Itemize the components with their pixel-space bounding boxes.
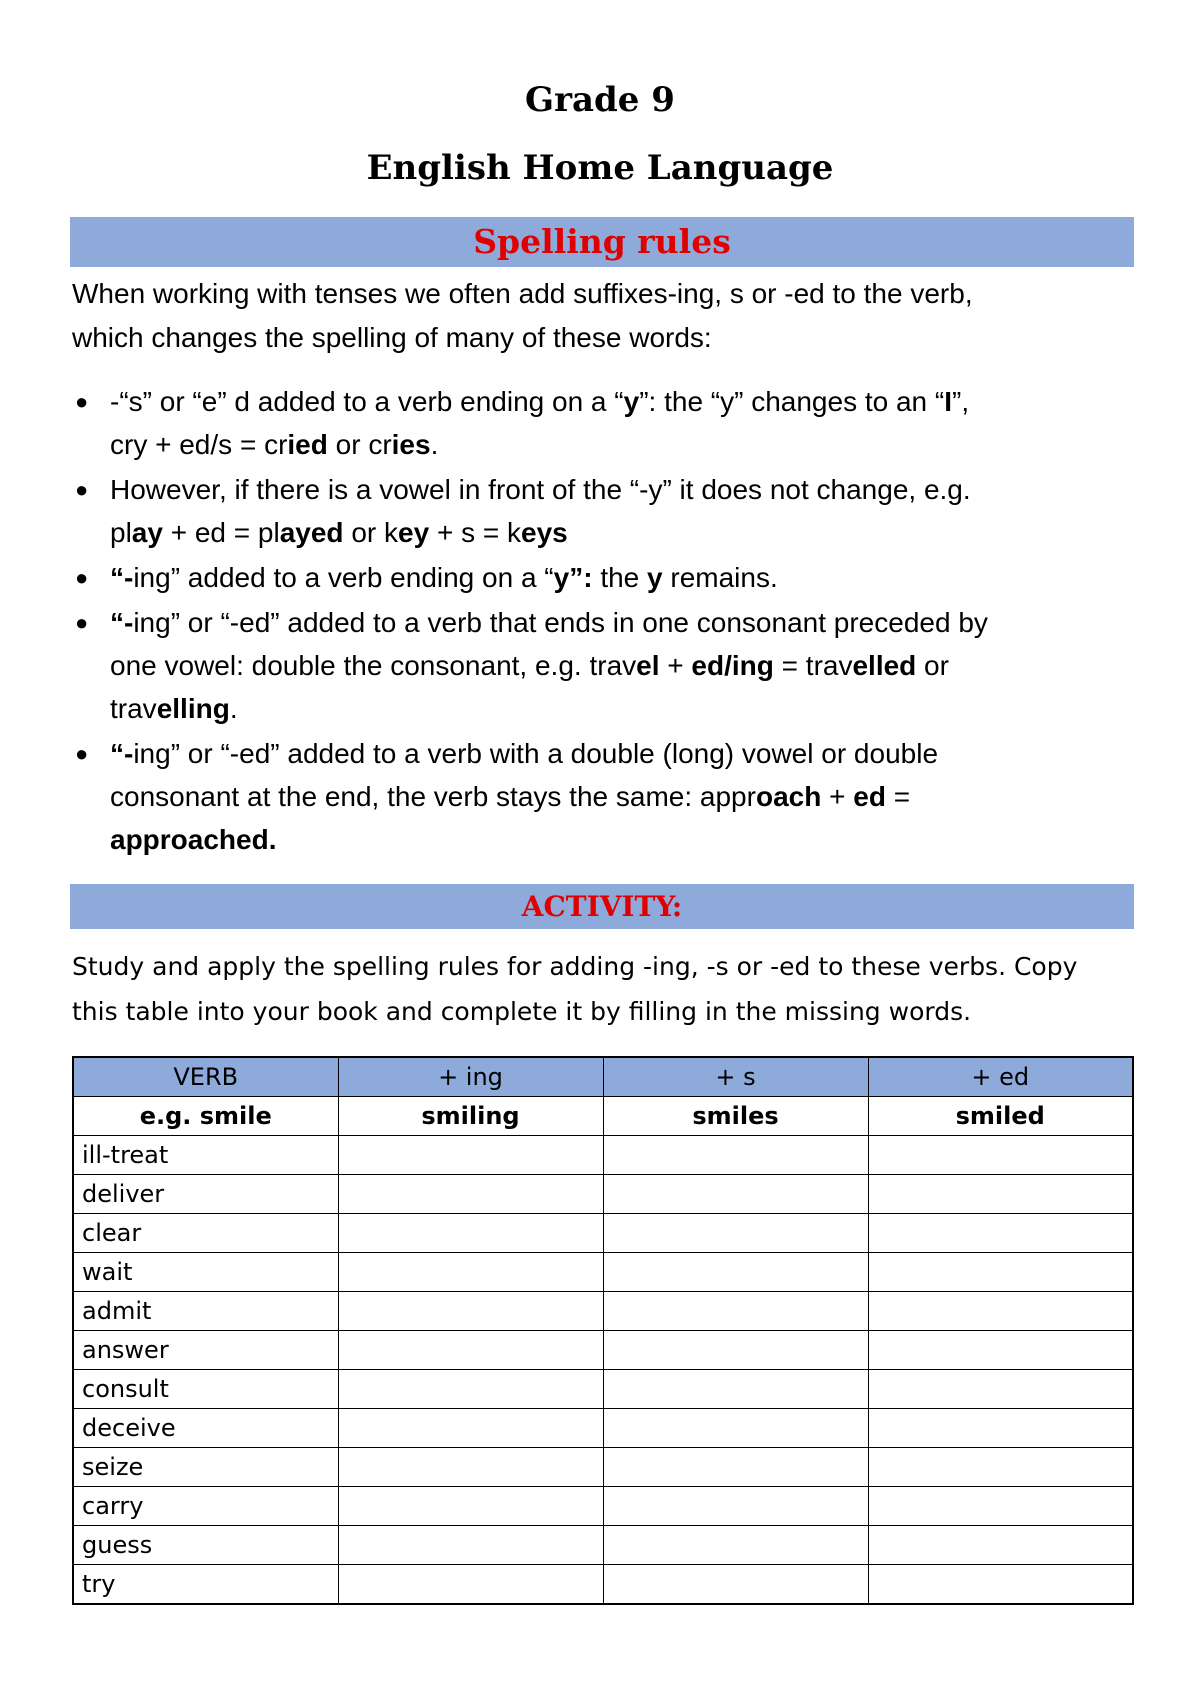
bullet-icon: ● <box>75 477 89 502</box>
rule-emphasis: y <box>553 562 570 593</box>
blank-s-cell[interactable] <box>603 1331 868 1370</box>
rule-emphasis: ed/ing <box>691 650 774 681</box>
blank-s-cell[interactable] <box>603 1136 868 1175</box>
table-row <box>73 1448 1133 1487</box>
verb-rows <box>73 1136 1133 1605</box>
table-row <box>73 1487 1133 1526</box>
rule-text: or <box>916 650 949 681</box>
activity-line: Study and apply the spelling rules for adding -ing, -s or -ed to these verbs. Copy <box>72 952 1078 981</box>
blank-ed-cell[interactable] <box>868 1448 1133 1487</box>
blank-ed-cell[interactable] <box>868 1565 1133 1605</box>
rule-text: or cr <box>327 429 392 460</box>
table-row <box>73 1292 1133 1331</box>
header-verb: VERB <box>73 1057 338 1097</box>
rule-item <box>72 601 1142 730</box>
blank-s-cell[interactable] <box>603 1448 868 1487</box>
rule-text: trav <box>110 693 157 724</box>
blank-s-cell[interactable] <box>603 1565 868 1605</box>
blank-ed-cell[interactable] <box>868 1409 1133 1448</box>
spelling-rules-banner: Spelling rules <box>70 217 1134 267</box>
header-s: + s <box>603 1057 868 1097</box>
verb-cell: answer <box>73 1331 338 1370</box>
intro-line: When working with tenses we often add suffixes-ing, s or -ed to the verb, <box>72 278 973 309</box>
example-row <box>73 1097 1133 1136</box>
table-row <box>73 1136 1133 1175</box>
rule-item <box>72 732 1142 861</box>
blank-ing-cell[interactable] <box>338 1253 603 1292</box>
rule-emphasis: elled <box>852 650 917 681</box>
table-header-row <box>73 1057 1133 1097</box>
rule-emphasis: ay <box>131 517 163 548</box>
rule-text: . <box>430 429 439 460</box>
rule-text: or k <box>343 517 399 548</box>
rule-text: pl <box>110 517 132 548</box>
verb-cell: seize <box>73 1448 338 1487</box>
rule-text: ing” or “-ed” added to a verb that ends in one consonant preceded by <box>133 607 988 638</box>
blank-s-cell[interactable] <box>603 1409 868 1448</box>
verb-cell: deliver <box>73 1175 338 1214</box>
table-row <box>73 1565 1133 1605</box>
header-ing: + ing <box>338 1057 603 1097</box>
blank-ed-cell[interactable] <box>868 1487 1133 1526</box>
rules-list <box>72 380 1142 863</box>
rule-item <box>72 556 1142 599</box>
verb-cell: admit <box>73 1292 338 1331</box>
rule-emphasis: el <box>636 650 660 681</box>
blank-s-cell[interactable] <box>603 1370 868 1409</box>
rule-item <box>72 380 1142 466</box>
blank-ing-cell[interactable] <box>338 1331 603 1370</box>
table-row <box>73 1409 1133 1448</box>
blank-ed-cell[interactable] <box>868 1214 1133 1253</box>
table-row <box>73 1331 1133 1370</box>
rule-text: one vowel: double the consonant, e.g. trav <box>110 650 637 681</box>
subject-heading: English Home Language <box>366 148 834 188</box>
blank-ing-cell[interactable] <box>338 1370 603 1409</box>
bullet-icon: ● <box>75 389 89 414</box>
table-row <box>73 1253 1133 1292</box>
rule-text: consonant at the end, the verb stays the same: appr <box>110 781 756 812</box>
rule-text: = trav <box>773 650 853 681</box>
verb-cell: try <box>73 1565 338 1605</box>
blank-ing-cell[interactable] <box>338 1526 603 1565</box>
rule-emphasis: y <box>623 386 640 417</box>
rule-text: = <box>885 781 911 812</box>
blank-s-cell[interactable] <box>603 1526 868 1565</box>
rule-emphasis: ”: <box>569 562 593 593</box>
blank-ed-cell[interactable] <box>868 1331 1133 1370</box>
activity-banner: ACTIVITY: <box>70 884 1134 929</box>
verb-cell: guess <box>73 1526 338 1565</box>
rule-emphasis: ied <box>287 429 328 460</box>
table-row <box>73 1526 1133 1565</box>
rule-text: + <box>659 650 692 681</box>
rule-text: -“s” or “e” d added to a verb ending on a “ <box>110 386 624 417</box>
rule-text: ”, <box>952 386 970 417</box>
rule-text: ”: the “y” changes to an “ <box>639 386 945 417</box>
rule-text: + <box>821 781 854 812</box>
rule-emphasis: ed <box>853 781 886 812</box>
blank-ed-cell[interactable] <box>868 1370 1133 1409</box>
blank-ing-cell[interactable] <box>338 1175 603 1214</box>
blank-ing-cell[interactable] <box>338 1487 603 1526</box>
blank-s-cell[interactable] <box>603 1487 868 1526</box>
rule-emphasis: I <box>944 386 953 417</box>
activity-instructions <box>72 944 1142 1034</box>
rule-text: . <box>229 693 238 724</box>
blank-s-cell[interactable] <box>603 1292 868 1331</box>
rule-text: ing” added to a verb ending on a “ <box>133 562 554 593</box>
blank-s-cell[interactable] <box>603 1253 868 1292</box>
blank-s-cell[interactable] <box>603 1175 868 1214</box>
rule-emphasis: ayed <box>279 517 344 548</box>
verb-cell: ill-treat <box>73 1136 338 1175</box>
verb-cell: wait <box>73 1253 338 1292</box>
rule-text: remains. <box>662 562 778 593</box>
table-row <box>73 1175 1133 1214</box>
rule-emphasis: “- <box>110 562 134 593</box>
rule-emphasis: ey <box>398 517 430 548</box>
rule-text: However, if there is a vowel in front of the “-y” it does not change, e.g. <box>110 474 971 505</box>
blank-s-cell[interactable] <box>603 1214 868 1253</box>
blank-ed-cell[interactable] <box>868 1175 1133 1214</box>
blank-ing-cell[interactable] <box>338 1214 603 1253</box>
blank-ing-cell[interactable] <box>338 1565 603 1605</box>
grade-heading: Grade 9 <box>525 80 675 120</box>
rule-item <box>72 468 1142 554</box>
blank-ed-cell[interactable] <box>868 1253 1133 1292</box>
blank-ed-cell[interactable] <box>868 1526 1133 1565</box>
verb-cell: deceive <box>73 1409 338 1448</box>
rule-emphasis: approached. <box>110 824 277 855</box>
blank-ed-cell[interactable] <box>868 1136 1133 1175</box>
rule-emphasis: oach <box>755 781 822 812</box>
example-ed: smiled <box>868 1097 1133 1136</box>
bullet-icon: ● <box>75 610 89 635</box>
rule-emphasis: “- <box>110 607 134 638</box>
verb-cell: consult <box>73 1370 338 1409</box>
intro-paragraph <box>72 272 1142 360</box>
rule-text: + ed = pl <box>162 517 280 548</box>
table-row <box>73 1214 1133 1253</box>
verb-cell: clear <box>73 1214 338 1253</box>
rule-text: the <box>592 562 648 593</box>
rule-emphasis: eys <box>521 517 568 548</box>
table-row <box>73 1370 1133 1409</box>
blank-ing-cell[interactable] <box>338 1448 603 1487</box>
header-ed: + ed <box>868 1057 1133 1097</box>
bullet-icon: ● <box>75 565 89 590</box>
verb-cell: carry <box>73 1487 338 1526</box>
rule-text: + s = k <box>429 517 521 548</box>
example-ing: smiling <box>338 1097 603 1136</box>
rule-text: ing” or “-ed” added to a verb with a double (long) vowel or double <box>133 738 939 769</box>
verb-table <box>72 1056 1134 1605</box>
rule-emphasis: ies <box>391 429 431 460</box>
activity-line: this table into your book and complete it by filling in the missing words. <box>72 997 972 1026</box>
bullet-icon: ● <box>75 741 89 766</box>
blank-ed-cell[interactable] <box>868 1292 1133 1331</box>
rule-emphasis: “- <box>110 738 134 769</box>
blank-ing-cell[interactable] <box>338 1292 603 1331</box>
blank-ing-cell[interactable] <box>338 1136 603 1175</box>
rule-text: cry + ed/s = cr <box>110 429 288 460</box>
blank-ing-cell[interactable] <box>338 1409 603 1448</box>
intro-line: which changes the spelling of many of these words: <box>72 322 712 353</box>
example-s: smiles <box>603 1097 868 1136</box>
rule-emphasis: y <box>647 562 663 593</box>
rule-emphasis: elling <box>156 693 230 724</box>
example-verb: e.g. smile <box>73 1097 338 1136</box>
